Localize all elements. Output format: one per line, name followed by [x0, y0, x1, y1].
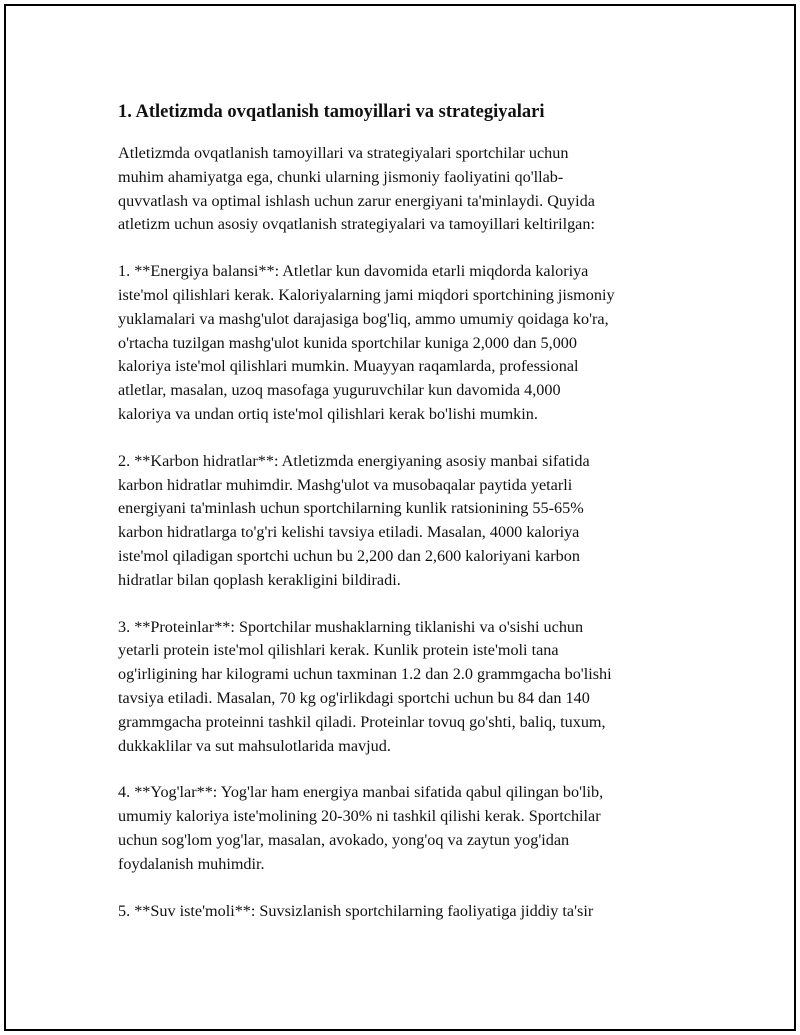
- text-line: hidratlar bilan qoplash kerakligini bildiradi.: [118, 570, 401, 589]
- text-line: 1. **Energiya balansi**: Atletlar kun davomida etarli miqdorda kaloriya: [118, 262, 589, 281]
- text-line: energiyani ta'minlash uchun sportchilarning kunlik ratsionining 55-65%: [118, 499, 584, 518]
- text-line: kaloriya iste'mol qilishlari mumkin. Muayyan raqamlarda, professional: [118, 357, 579, 376]
- text-line: og'irligining har kilogrami uchun taxminan 1.2 dan 2.0 grammgacha bo'lishi: [118, 665, 612, 684]
- text-line: iste'mol qiladigan sportchi uchun bu 2,200 dan 2,600 kaloriyani karbon: [118, 546, 580, 565]
- text-line: muhim ahamiyatga ega, chunki ularning jismoniy faoliyatini qo'llab-: [118, 167, 564, 186]
- carbohydrates-paragraph: [118, 450, 678, 593]
- text-line: karbon hidratlar muhimdir. Mashg'ulot va musobaqalar paytida yetarli: [118, 475, 573, 494]
- text-line: o'rtacha tuzilgan mashg'ulot kunida sportchilar kuniga 2,000 dan 5,000: [118, 333, 577, 352]
- text-line: dukkaklilar va sut mahsulotlarida mavjud.: [118, 736, 391, 755]
- text-line: kaloriya va undan ortiq iste'mol qilishlari kerak bo'lishi mumkin.: [118, 404, 538, 423]
- text-line: yetarli protein iste'mol qilishlari kerak. Kunlik protein iste'moli tana: [118, 641, 559, 660]
- text-line: umumiy kaloriya iste'molining 20-30% ni tashkil qilishi kerak. Sportchilar: [118, 807, 601, 826]
- text-line: grammgacha proteinni tashkil qiladi. Proteinlar tovuq go'shti, baliq, tuxum,: [118, 712, 606, 731]
- text-line: karbon hidratlarga to'g'ri kelishi tavsiya etiladi. Masalan, 4000 kaloriya: [118, 523, 580, 542]
- fats-paragraph: [118, 781, 678, 876]
- text-line: 3. **Proteinlar**: Sportchilar mushaklarning tiklanishi va o'sishi uchun: [118, 617, 584, 636]
- document-body: [118, 100, 678, 946]
- intro-paragraph: [118, 142, 678, 237]
- text-line: 4. **Yog'lar**: Yog'lar ham energiya manbai sifatida qabul qilingan bo'lib,: [118, 783, 604, 802]
- text-line: foydalanish muhimdir.: [118, 854, 265, 873]
- proteins-paragraph: [118, 616, 678, 759]
- text-line: tavsiya etiladi. Masalan, 70 kg og'irlikdagi sportchi uchun bu 84 dan 140: [118, 688, 590, 707]
- page-frame: [4, 4, 796, 1031]
- text-line: atletizm uchun asosiy ovqatlanish strategiyalari va tamoyillari keltirilgan:: [118, 215, 595, 234]
- energy-balance-paragraph: [118, 260, 678, 427]
- section-heading: 1. Atletizmda ovqatlanish tamoyillari va strategiyalari: [118, 102, 545, 122]
- text-line: quvvatlash va optimal ishlash uchun zarur energiyani ta'minlaydi. Quyida: [118, 191, 595, 210]
- text-line: yuklamalari va mashg'ulot darajasiga bog'liq, ammo umumiy qoidaga ko'ra,: [118, 309, 609, 328]
- text-line: uchun sog'lom yog'lar, masalan, avokado, yong'oq va zaytun yog'idan: [118, 830, 570, 849]
- text-line: atletlar, masalan, uzoq masofaga yuguruvchilar kun davomida 4,000: [118, 381, 561, 400]
- text-line: 2. **Karbon hidratlar**: Atletizmda energiyaning asosiy manbai sifatida: [118, 451, 590, 470]
- text-line: Atletizmda ovqatlanish tamoyillari va strategiyalari sportchilar uchun: [118, 144, 569, 162]
- water-intake-paragraph: [118, 900, 678, 924]
- text-line: iste'mol qilishlari kerak. Kaloriyalarning jami miqdori sportchining jismoniy: [118, 285, 615, 304]
- text-line: 5. **Suv iste'moli**: Suvsizlanish sportchilarning faoliyatiga jiddiy ta'sir: [118, 901, 594, 920]
